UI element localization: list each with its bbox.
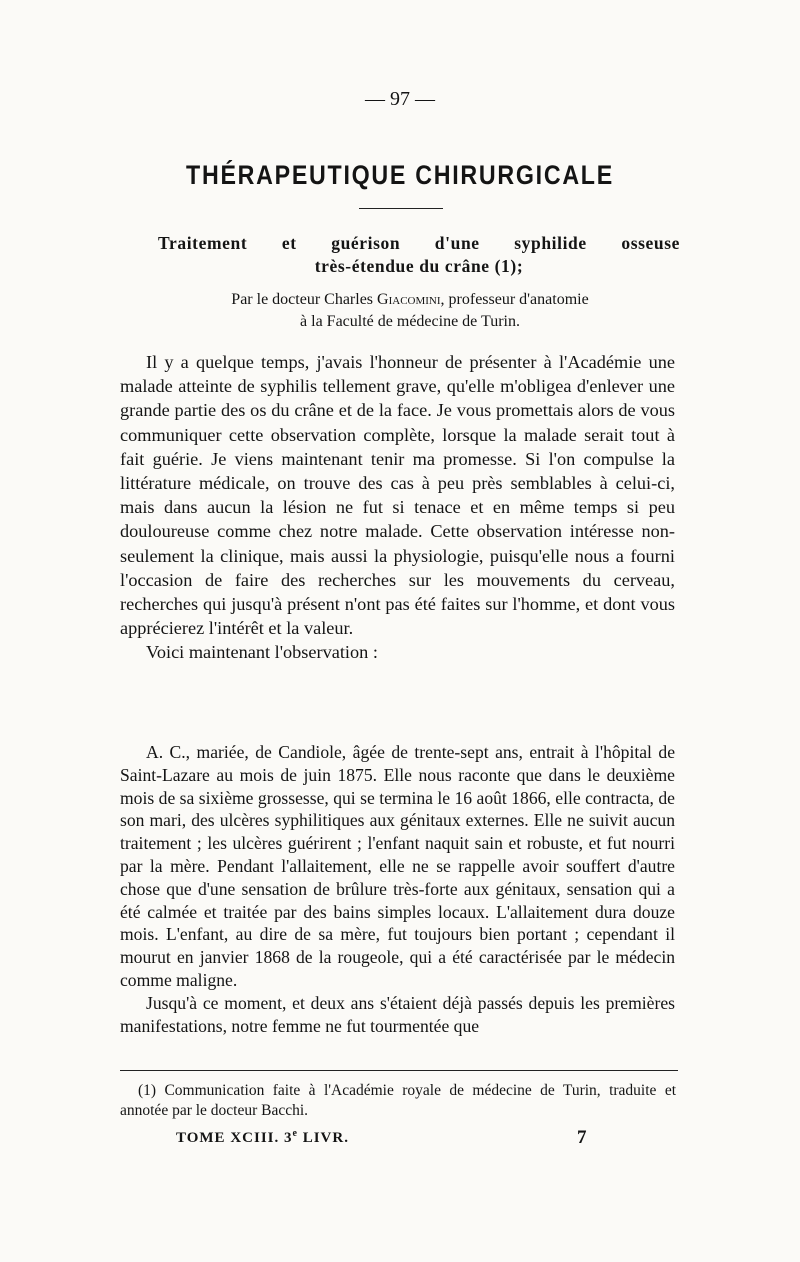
volume-signature [176, 1128, 349, 1147]
paragraph-2: Voici maintenant l'observation : [146, 642, 378, 663]
paragraph-4: Jusqu'à ce moment, et deux ans s'étaient déjà passés depuis les premières manifestations, notre femme ne fut tourmentée que [120, 992, 675, 1036]
article-title [158, 232, 680, 278]
signature-tome: TOME XCIII. 3 [176, 1130, 293, 1146]
author-affiliation: à la Faculté de médecine de Turin. [300, 313, 520, 330]
body-text-intro [120, 350, 675, 665]
section-title: THÉRAPEUTIQUE CHIRURGICALE [186, 160, 614, 190]
author-suffix: , professeur d'anatomie [440, 291, 589, 308]
author-name: Giacomini [377, 291, 441, 308]
footnote-divider [120, 1070, 678, 1071]
footnote [120, 1081, 676, 1121]
paragraph-3: A. C., mariée, de Candiole, âgée de trente-sept ans, entrait à l'hôpital de Saint-Lazare au mois de juin 1875. Elle nous raconte que dans le deuxième mois de sa sixième grossesse, qui se termina le 16 août 1866, elle contracta, de son mari, des ulcères syphilitiques aux génitaux externes. Elle ne suivit aucun traitement ; les ulcères guérirent ; l'enfant naquit sain et robuste, et fut nourri par la mère. Pendant l'allaitement, elle ne se rappelle avoir souffert d'autre chose que d'une sensation de brûlure très-forte aux génitaux, sensation qui a été calmée et traitée par des bains simples locaux. L'allaitement dura douze mois. L'enfant, au dire de sa mère, fut toujours bien portant ; cependant il mourut en janvier 1868 de la rougeole, qui a été caractérisée par le médecin comme maligne. [120, 742, 675, 990]
footnote-text: (1) Communication faite à l'Académie royale de médecine de Turin, traduite et annotée par le docteur Bacchi. [120, 1082, 676, 1119]
page-number: — 97 — [365, 88, 435, 110]
article-title-line-1: Traitement et guérison d'une syphilide osseuse [158, 233, 680, 253]
signature-livr: LIVR. [297, 1130, 349, 1146]
article-title-line-2: très-étendue du crâne (1); [314, 256, 524, 276]
body-text-observation [120, 741, 675, 1037]
signature-number: 7 [577, 1127, 587, 1148]
signature-sup: e [292, 1128, 298, 1139]
author-prefix: Par le docteur Charles [231, 291, 378, 308]
author-line [130, 289, 690, 333]
paragraph-1: Il y a quelque temps, j'avais l'honneur de présenter à l'Académie une malade atteinte de syphilis tellement grave, qu'elle m'obligea d'enlever une grande partie des os du crâne et de la face. Je vous promettais alors de vous communiquer cette observation complète, lorsque la malade serait tout à fait guérie. Je viens maintenant tenir ma promesse. Si l'on compulse la littérature médicale, on trouve des cas à peu près semblables à celui-ci, mais dans aucun la lésion ne fut si tenace et en même temps si peu douloureuse comme chez notre malade. Cette observation intéresse non-seulement la clinique, mais aussi la physiologie, puisqu'elle nous a fourni l'occasion de faire des recherches sur les mouvements du cerveau, recherches qui jusqu'à présent n'ont pas été faites sur l'homme, et dont vous apprécierez l'intérêt et la valeur. [120, 352, 675, 639]
title-divider [359, 208, 443, 209]
